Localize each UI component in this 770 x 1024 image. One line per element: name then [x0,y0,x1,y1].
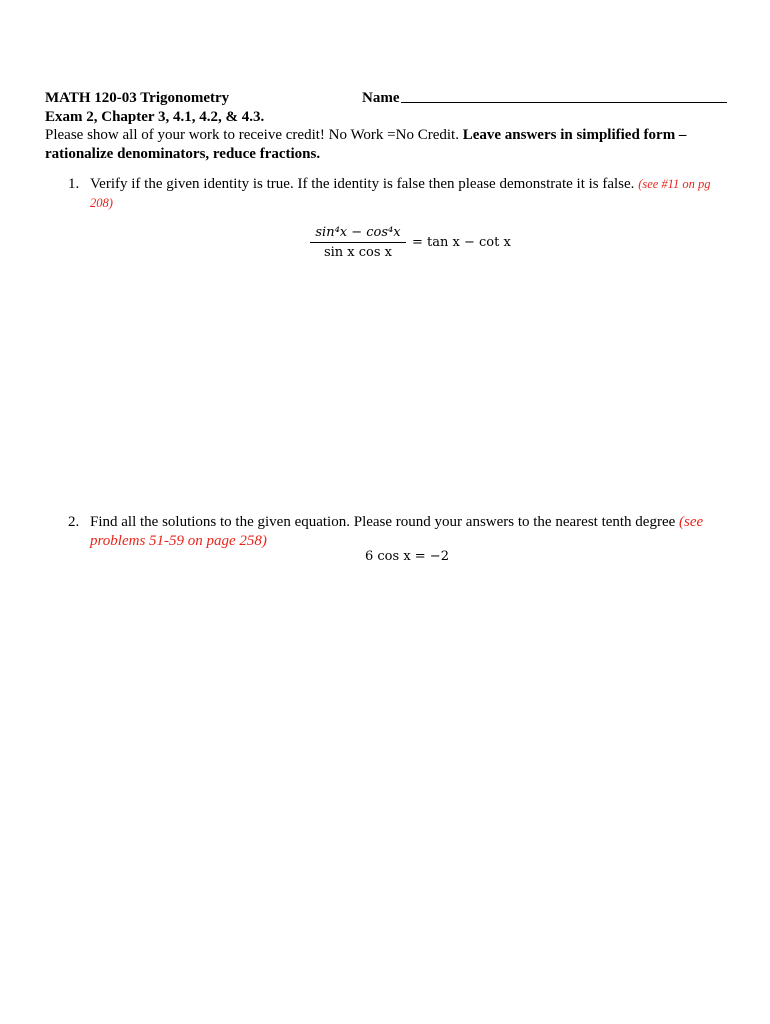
name-field[interactable] [362,87,727,108]
exam-header [45,87,735,163]
question-1 [68,175,720,212]
question-2 [68,513,720,550]
exam-subtitle: Exam 2, Chapter 3, 4.1, 4.2, & 4.3. [45,108,265,125]
question-prompt: Find all the solutions to the given equation. Please round your answers to the nearest tenth degree [90,514,680,530]
question-text [90,175,720,212]
fraction-denominator: sin x cos x [323,245,393,260]
name-blank-line[interactable] [401,88,727,103]
trig-equation: 6 cos x = −2 [365,549,449,564]
course-title: MATH 120-03 Trigonometry [45,90,230,106]
question-reference: (see problems 51-59 on page 258) [90,514,704,549]
instructions [45,126,735,163]
question-text [90,513,720,550]
question-number: 2. [68,514,80,530]
title-row [45,87,735,108]
question-reference: (see #11 on pg 208) [90,177,711,210]
instructions-plain: Please show all of your work to receive credit! No Work =No Credit. [45,127,463,143]
fraction-numerator: sin⁴x − cos⁴x [315,225,401,240]
question-prompt: Verify if the given identity is true. If the identity is false then please demonstrate it is false. [90,176,639,192]
identity-fraction [310,225,406,260]
identity-rhs: = tan x − cot x [412,235,511,250]
question-number: 1. [68,176,80,192]
name-label: Name [362,90,400,106]
instructions-bold: Leave answers in simplified form – rationalize denominators, reduce fractions. [45,127,687,162]
identity-equation [310,225,511,260]
